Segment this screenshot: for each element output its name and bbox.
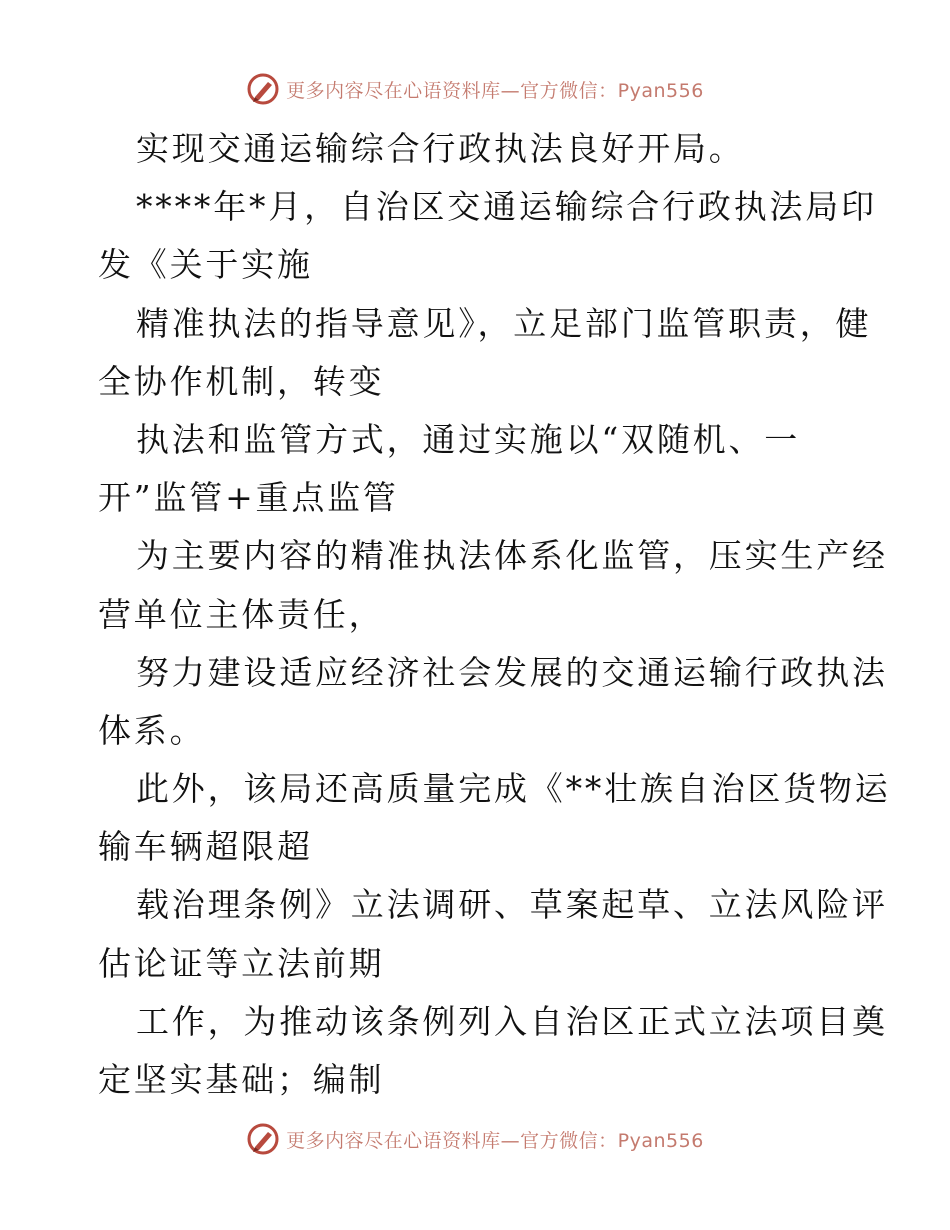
text-line: 体系。: [98, 710, 206, 750]
text-line: 实现交通运输综合行政执法良好开局。: [136, 129, 745, 168]
text-line: 发《关于实施: [98, 245, 313, 285]
text-line: 营单位主体责任，: [98, 594, 385, 634]
text-line: 定坚实基础；编制: [98, 1060, 385, 1099]
text-line: ****年*月，自治区交通运输综合行政执法局印: [136, 187, 877, 227]
text-line: 输车辆超限超: [98, 827, 313, 867]
footer-watermark: [0, 1122, 950, 1156]
text-line: 开”监管+重点监管: [98, 478, 399, 518]
text-line: 精准执法的指导意见》，立足部门监管职责，健: [136, 303, 872, 343]
text-line: 工作，为推动该条例列入自治区正式立法项目奠: [136, 1001, 888, 1041]
watermark-text: 更多内容尽在心语资料库—官方微信：Pyan556: [286, 79, 704, 102]
watermark-text: 更多内容尽在心语资料库—官方微信：Pyan556: [286, 1129, 704, 1152]
text-line: 努力建设适应经济社会发展的交通运输行政执法: [136, 652, 888, 692]
pen-logo-icon: [246, 1122, 280, 1156]
text-line: 为主要内容的精准执法体系化监管，压实生产经: [136, 536, 888, 576]
pen-logo-icon: [246, 72, 280, 106]
header-watermark: [0, 72, 950, 106]
text-line: 执法和监管方式，通过实施以“双随机、一: [136, 419, 801, 459]
document-body: [98, 120, 891, 1109]
text-line: 全协作机制，转变: [98, 361, 385, 401]
text-line: 此外，该局还高质量完成《**壮族自治区货物运: [136, 769, 891, 809]
text-line: 估论证等立法前期: [98, 943, 385, 983]
text-line: 载治理条例》立法调研、草案起草、立法风险评: [136, 885, 888, 925]
